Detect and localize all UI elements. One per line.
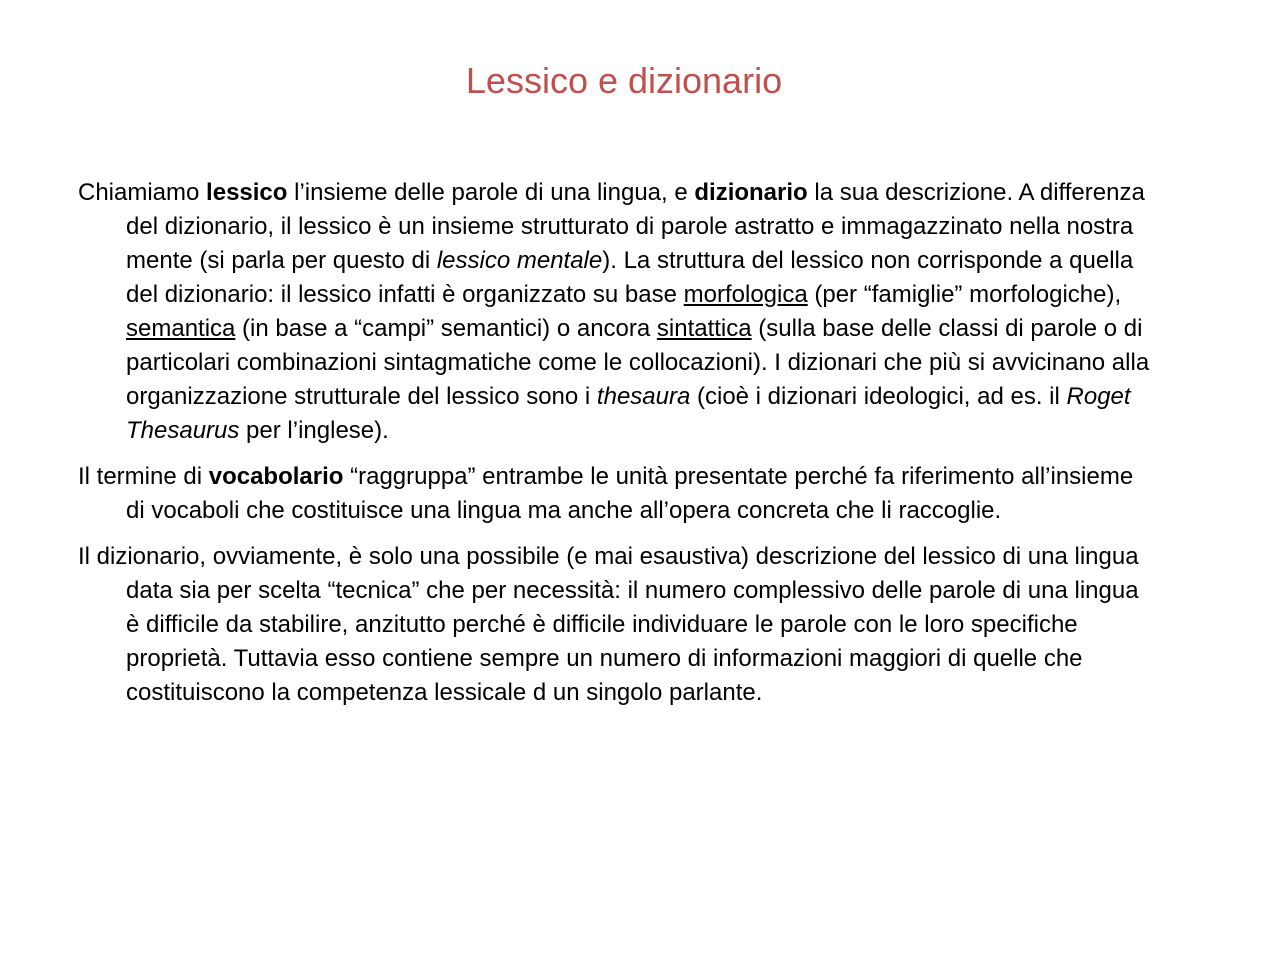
text-run: (cioè i dizionari ideologici, ad es. il [690,383,1067,410]
text-run: Chiamiamo [78,179,207,206]
underlined-term-morfologica: morfologica [683,281,808,308]
bold-term-dizionario: dizionario [694,179,808,206]
text-run: (in base a “campi” semantici) o ancora [235,315,657,342]
slide-title: Lessico e dizionario [465,60,783,101]
paragraph-vocabolario [78,460,1158,528]
paragraph-descrizione-lessico [78,540,1158,710]
bold-term-vocabolario: vocabolario [208,463,344,490]
text-run: l’insieme delle parole di una lingua, e [287,179,695,206]
bold-term-lessico: lessico [206,179,288,206]
paragraph-lessico-dizionario [78,176,1158,448]
text-run: la sua descrizione. A differenza del dizionario, il lessico è un insieme strutturato di parole astratto e immagazzinato nella nostra mente (si parla per questo di [126,179,1145,274]
text-run: Il termine di [78,463,209,490]
text-run: (sulla base delle classi di parole o di particolari combinazioni sintagmatiche come le collocazioni). I dizionari che più si avvicinano alla organizzazione strutturale del lessico sono i [126,315,1150,410]
text-run: Il dizionario, ovviamente, è solo una possibile (e mai esaustiva) descrizione del lessico di una lingua data sia per scelta “tecnica” che per necessità: il numero complessivo delle parole di una lingua è difficile da stabilire, anzitutto perché è difficile individuare le parole con le loro specifiche proprietà. Tuttavia esso contiene sempre un numero di informazioni maggiori di quelle che costituiscono la competenza lessicale d un singolo parlante. [78,543,1139,706]
text-run: ). La struttura del lessico non corrisponde a quella del dizionario: il lessico infatti è organizzato su base [126,247,1134,308]
italic-term-roget-thesaurus: Roget Thesaurus [126,383,1131,444]
italic-term-thesaura: thesaura [596,383,691,410]
slide-body [78,176,1158,722]
text-run: “raggruppa” entrambe le unità presentate perché fa riferimento all’insieme di vocaboli che costituisce una lingua ma anche all’opera concreta che li raccoglie. [126,463,1134,524]
text-run: per l’inglese). [239,417,389,444]
underlined-term-semantica: semantica [126,315,236,342]
text-run: (per “famiglie” morfologiche), [807,281,1122,308]
italic-term-lessico-mentale: lessico mentale [436,247,603,274]
underlined-term-sintattica: sintattica [656,315,752,342]
